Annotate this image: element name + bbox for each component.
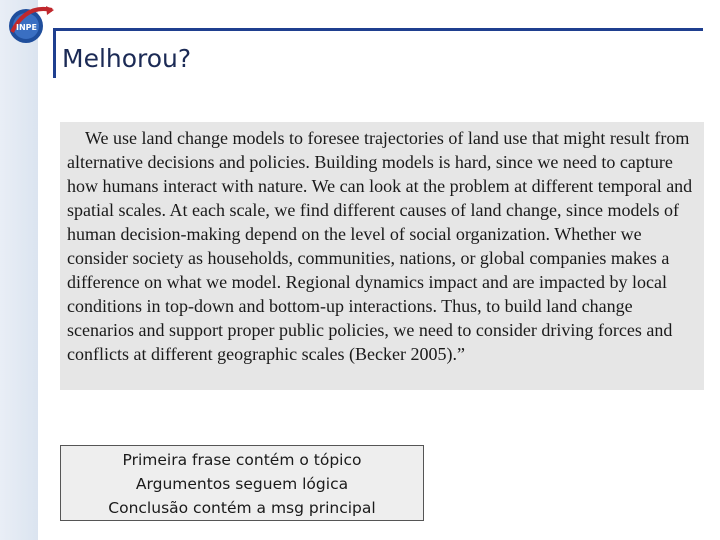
summary-box: [60, 445, 424, 521]
title-horizontal-rule: [53, 28, 703, 31]
quote-paragraph: We use land change models to foresee trajectories of land use that might result from alternative decisions and policies. Building models is hard, since we need to capture how humans interact with nature. We can look at the problem at different temporal and spatial scales. At each scale, we find different causes of land change, since models of human decision-making depend on the level of social organization. Whether we consider society as households, communities, nations, or global companies makes a difference on what we model. Regional dynamics impact and are impacted by local conditions in top-down and bottom-up interactions. Thus, to build land change scenarios and support proper public policies, we need to consider driving forces and conflicts at different geographic scales (Becker 2005).”: [67, 128, 693, 364]
quote-box: [60, 122, 704, 390]
summary-line-arguments: Argumentos seguem lógica: [135, 475, 349, 493]
left-decorative-strip: [0, 0, 38, 540]
summary-line-conclusion: Conclusão contém a msg principal: [108, 499, 376, 517]
logo-text: INPE: [16, 23, 37, 32]
inpe-logo: [2, 2, 58, 46]
title-vertical-rule: [53, 28, 56, 78]
summary-line-topic: Primeira frase contém o tópico: [122, 451, 362, 469]
slide-title: Melhorou?: [62, 44, 192, 73]
